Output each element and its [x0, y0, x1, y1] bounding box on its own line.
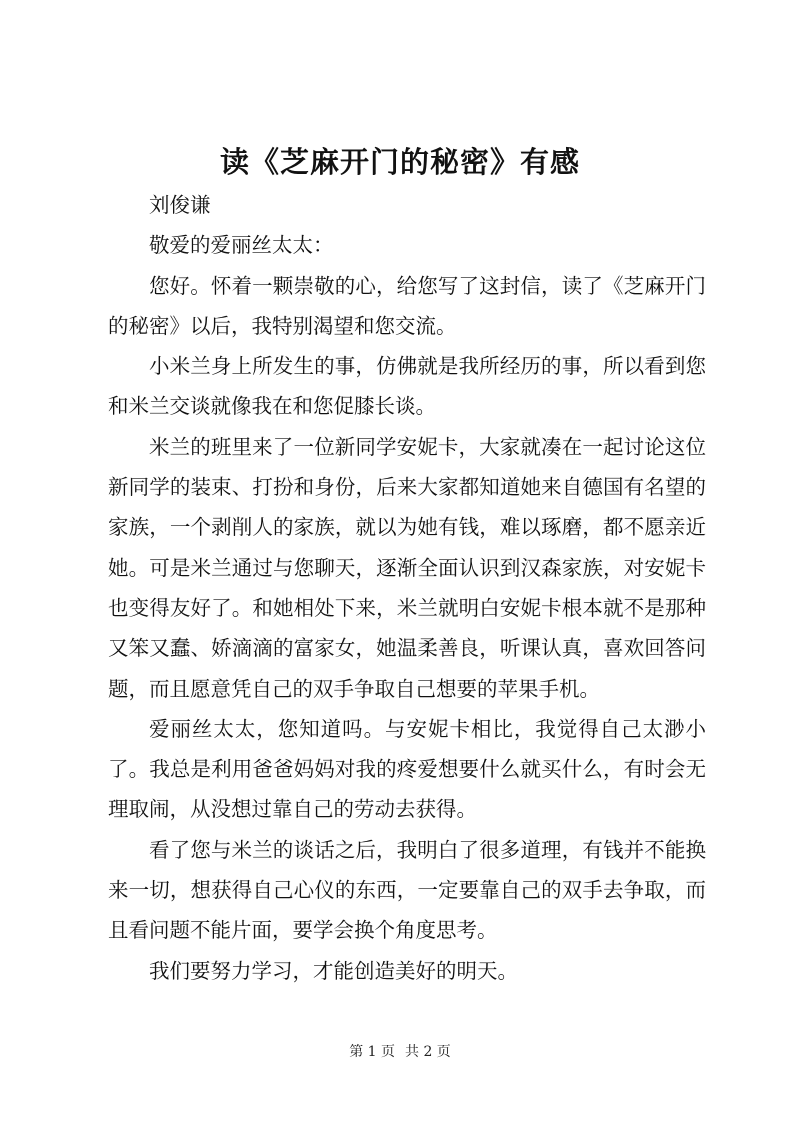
- page-number: 第 1 页: [349, 1044, 395, 1060]
- paragraph: 小米兰身上所发生的事，仿佛就是我所经历的事，所以看到您和米兰交谈就像我在和您促膝长谈。: [108, 354, 706, 419]
- paragraph: 您好。怀着一颗崇敬的心，给您写了这封信，读了《芝麻开门的秘密》以后，我特别渴望和您交流。: [108, 273, 706, 338]
- paragraph: 我们要努力学习，才能创造美好的明天。: [149, 958, 518, 983]
- paragraph: 看了您与米兰的谈话之后，我明白了很多道理，有钱并不能换来一切，想获得自己心仪的东西，一定要靠自己的双手去争取，而且看问题不能片面，要学会换个角度思考。: [108, 837, 706, 943]
- page-footer: [0, 1042, 800, 1062]
- document-title: 读《芝麻开门的秘密》有感: [219, 145, 580, 179]
- author-line: 刘俊谦: [149, 193, 211, 217]
- paragraph: 米兰的班里来了一位新同学安妮卡，大家就凑在一起讨论这位新同学的装束、打扮和身份，后来大家都知道她来自德国有名望的家族，一个剥削人的家族，就以为她有钱，难以琢磨，都不愿亲近她。可是米兰通过与您聊天，逐渐全面认识到汉森家族，对安妮卡也变得友好了。和她相处下来，米兰就明白安妮卡根本就不是那种又笨又蠢、娇滴滴的富家女，她温柔善良，听课认真，喜欢回答问题，而且愿意凭自己的双手争取自己想要的苹果手机。: [108, 434, 706, 701]
- document-body: [108, 185, 706, 991]
- page-total: 共 2 页: [405, 1044, 451, 1060]
- paragraph: 爱丽丝太太，您知道吗。与安妮卡相比，我觉得自己太渺小了。我总是利用爸爸妈妈对我的疼爱想要什么就买什么，有时会无理取闹，从没想过靠自己的劳动去获得。: [108, 716, 706, 822]
- greeting-line: 敬爱的爱丽丝太太：: [149, 233, 334, 258]
